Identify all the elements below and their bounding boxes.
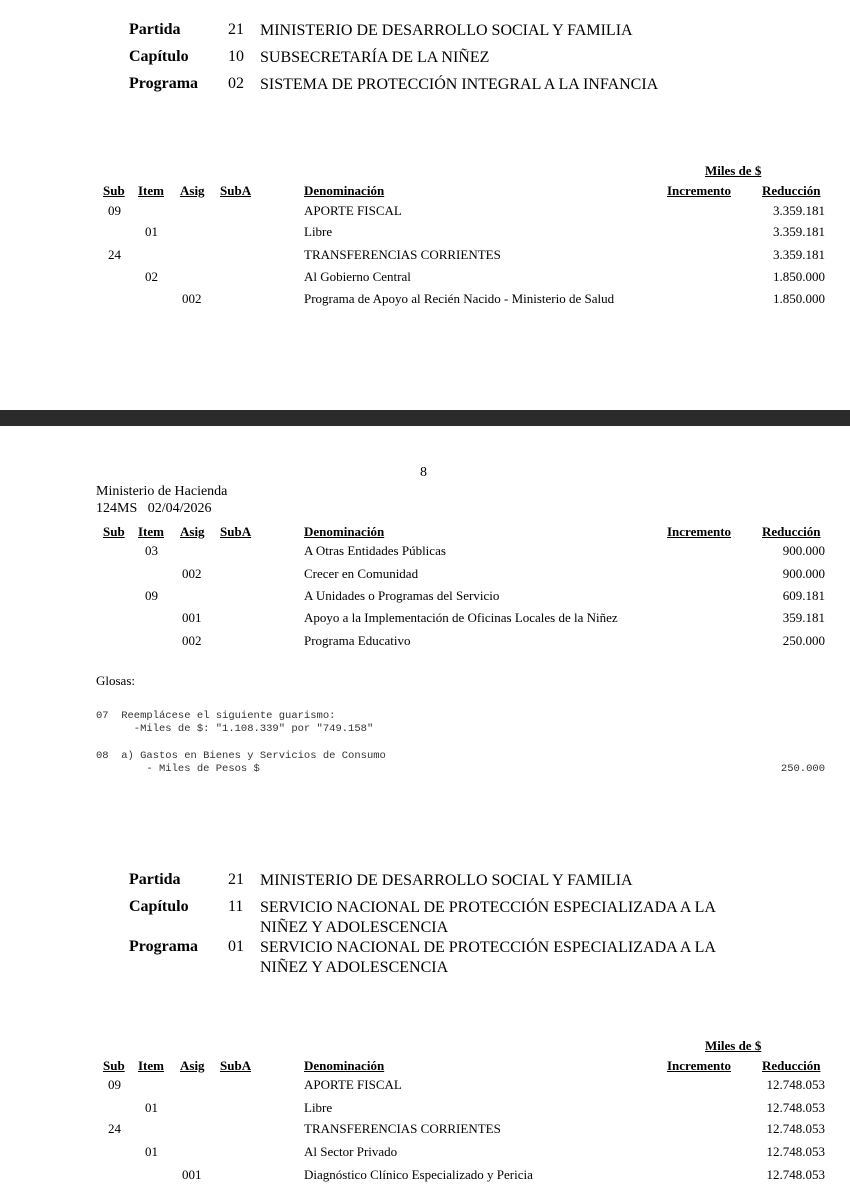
row-asig: 002: [182, 291, 202, 306]
row-reduccion: 1.850.000: [773, 269, 825, 284]
col-suba: SubA: [220, 1058, 252, 1073]
row-denominacion: Libre: [304, 1100, 333, 1115]
partida-label: Partida: [129, 21, 181, 38]
glosa-08-value: 250.000: [780, 763, 825, 775]
row-denominacion: APORTE FISCAL: [304, 203, 402, 218]
col-reduccion: Reducción: [762, 183, 821, 198]
programa-number: 02: [228, 75, 244, 92]
col-sub: Sub: [103, 524, 125, 539]
row-denominacion: Libre: [304, 224, 333, 239]
glosa-07-line2: -Miles de $: "1.108.339" por "749.158": [96, 723, 374, 735]
col-denominacion: Denominación: [304, 524, 385, 539]
capitulo-label: Capítulo: [129, 898, 189, 915]
capitulo-number: 11: [228, 898, 244, 915]
col-item: Item: [138, 1058, 164, 1073]
row-item: 01: [145, 1100, 158, 1115]
row-reduccion: 250.000: [782, 633, 825, 648]
programa-name-line1: SERVICIO NACIONAL DE PROTECCIÓN ESPECIALIZADA A LA: [260, 939, 716, 956]
partida-name: MINISTERIO DE DESARROLLO SOCIAL Y FAMILIA: [260, 22, 633, 39]
partida-number: 21: [228, 871, 244, 888]
ministry-name: Ministerio de Hacienda: [96, 484, 228, 499]
row-reduccion: 12.748.053: [766, 1077, 825, 1092]
col-suba: SubA: [220, 183, 252, 198]
row-denominacion: Crecer en Comunidad: [304, 566, 419, 581]
col-incremento: Incremento: [667, 183, 732, 198]
programa-number: 01: [228, 938, 244, 955]
capitulo-label: Capítulo: [129, 48, 189, 65]
col-denominacion: Denominación: [304, 1058, 385, 1073]
capitulo-name-line1: SERVICIO NACIONAL DE PROTECCIÓN ESPECIALIZADA A LA: [260, 899, 716, 916]
row-reduccion: 1.850.000: [773, 291, 825, 306]
row-denominacion: Apoyo a la Implementación de Oficinas Locales de la Niñez: [304, 610, 618, 625]
col-denominacion: Denominación: [304, 183, 385, 198]
row-item: 09: [145, 588, 158, 603]
programa-name-line2: NIÑEZ Y ADOLESCENCIA: [260, 959, 449, 976]
partida-label: Partida: [129, 871, 181, 888]
row-item: 01: [145, 224, 158, 239]
row-reduccion: 12.748.053: [766, 1100, 825, 1115]
row-sub: 24: [108, 1121, 121, 1136]
row-reduccion: 900.000: [782, 566, 825, 581]
row-item: 02: [145, 269, 158, 284]
capitulo-number: 10: [228, 48, 244, 65]
col-sub: Sub: [103, 183, 125, 198]
capitulo-name: SUBSECRETARÍA DE LA NIÑEZ: [260, 49, 490, 66]
row-denominacion: APORTE FISCAL: [304, 1077, 402, 1092]
programa-name: SISTEMA DE PROTECCIÓN INTEGRAL A LA INFANCIA: [260, 76, 659, 93]
col-reduccion: Reducción: [762, 524, 821, 539]
col-sub: Sub: [103, 1058, 125, 1073]
partida-name: MINISTERIO DE DESARROLLO SOCIAL Y FAMILIA: [260, 872, 633, 889]
document-code-date: 124MS 02/04/2026: [96, 501, 212, 516]
row-reduccion: 359.181: [782, 610, 825, 625]
col-item: Item: [138, 183, 164, 198]
row-denominacion: Al Sector Privado: [304, 1144, 398, 1159]
row-asig: 001: [182, 1167, 202, 1182]
row-reduccion: 12.748.053: [766, 1167, 825, 1182]
row-reduccion: 609.181: [782, 588, 825, 603]
glosa-07-line1: 07 Reemplácese el siguiente guarismo:: [96, 710, 336, 722]
row-asig: 002: [182, 566, 202, 581]
row-sub: 09: [108, 1077, 121, 1092]
row-reduccion: 3.359.181: [773, 247, 825, 262]
row-asig: 001: [182, 610, 202, 625]
partida-number: 21: [228, 21, 244, 38]
programa-label: Programa: [129, 75, 199, 92]
row-reduccion: 3.359.181: [773, 203, 825, 218]
row-reduccion: 900.000: [782, 543, 825, 558]
row-asig: 002: [182, 633, 202, 648]
row-denominacion: TRANSFERENCIAS CORRIENTES: [304, 1121, 501, 1136]
row-denominacion: A Unidades o Programas del Servicio: [304, 588, 500, 603]
col-reduccion: Reducción: [762, 1058, 821, 1073]
col-suba: SubA: [220, 524, 252, 539]
glosa-08-line1: 08 a) Gastos en Bienes y Servicios de Consumo: [96, 750, 386, 762]
row-item: 01: [145, 1144, 158, 1159]
col-incremento: Incremento: [667, 524, 732, 539]
row-denominacion: Programa de Apoyo al Recién Nacido - Ministerio de Salud: [304, 291, 615, 306]
row-denominacion: Programa Educativo: [304, 633, 411, 648]
col-asig: Asig: [180, 524, 205, 539]
page-number: 8: [420, 465, 427, 480]
programa-label: Programa: [129, 938, 199, 955]
row-denominacion: TRANSFERENCIAS CORRIENTES: [304, 247, 501, 262]
row-reduccion: 12.748.053: [766, 1144, 825, 1159]
col-item: Item: [138, 524, 164, 539]
glosas-label: Glosas:: [96, 673, 135, 688]
row-sub: 09: [108, 203, 121, 218]
row-denominacion: Al Gobierno Central: [304, 269, 411, 284]
row-denominacion: Diagnóstico Clínico Especializado y Pericia: [304, 1167, 533, 1182]
miles-header: Miles de $: [705, 1038, 762, 1053]
row-sub: 24: [108, 247, 121, 262]
row-denominacion: A Otras Entidades Públicas: [304, 543, 446, 558]
capitulo-name-line2: NIÑEZ Y ADOLESCENCIA: [260, 919, 449, 936]
col-incremento: Incremento: [667, 1058, 732, 1073]
page-separator: [0, 410, 850, 426]
row-reduccion: 12.748.053: [766, 1121, 825, 1136]
miles-header: Miles de $: [705, 163, 762, 178]
glosa-08-line2: - Miles de Pesos $: [96, 763, 260, 775]
row-reduccion: 3.359.181: [773, 224, 825, 239]
col-asig: Asig: [180, 1058, 205, 1073]
row-item: 03: [145, 543, 158, 558]
col-asig: Asig: [180, 183, 205, 198]
